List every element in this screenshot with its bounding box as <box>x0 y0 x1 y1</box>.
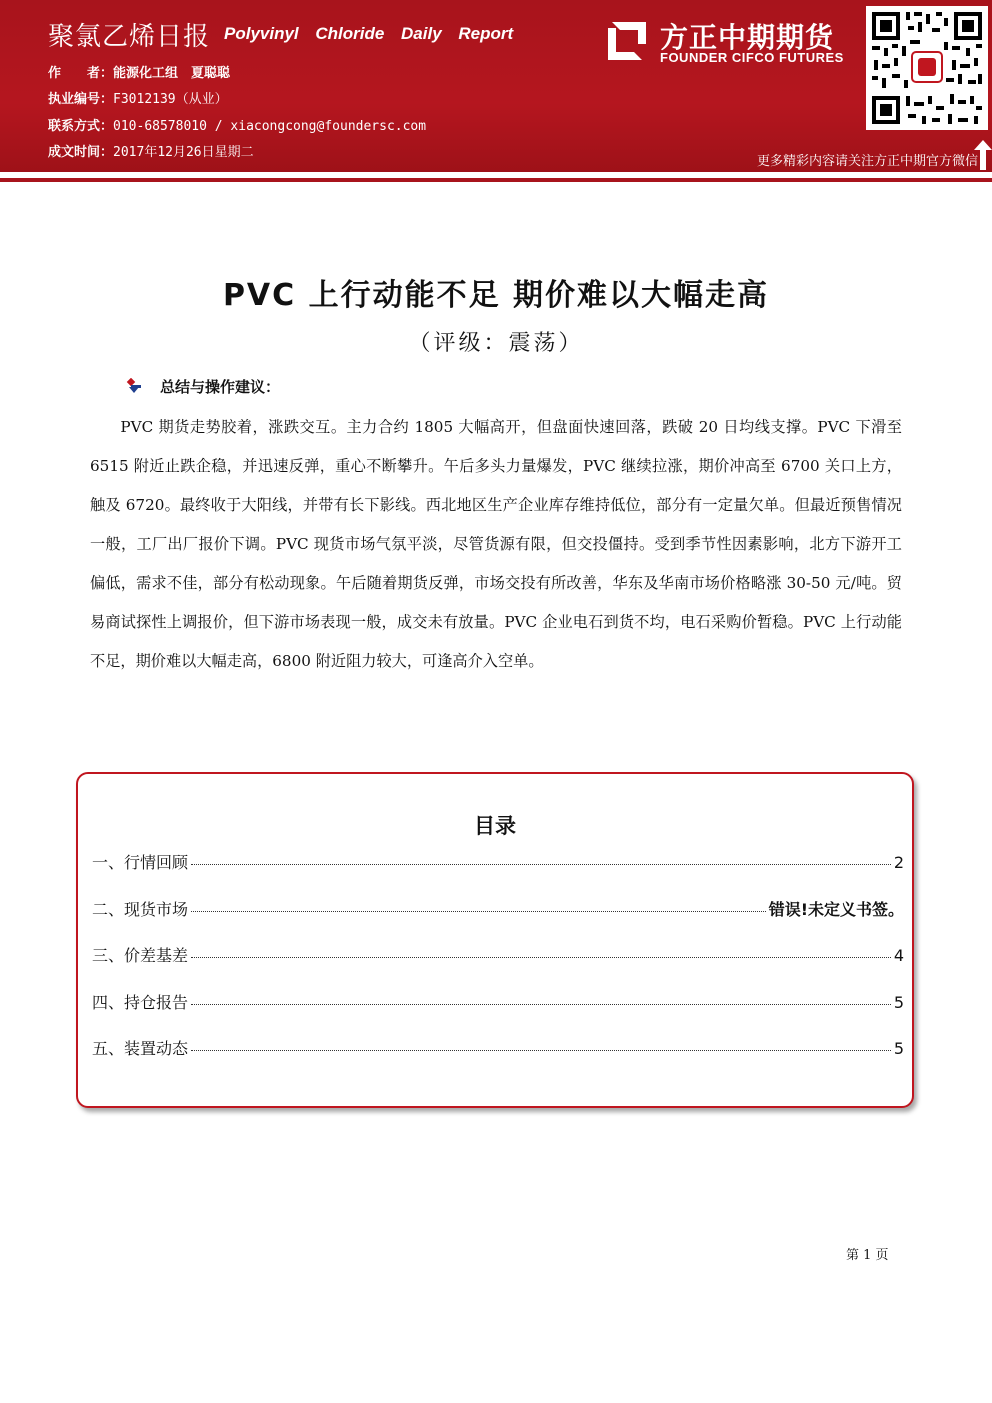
follow-wechat-text: 更多精彩内容请关注方正中期官方微信 <box>756 154 978 169</box>
toc-item[interactable] <box>92 990 904 1037</box>
toc-item-label: 三、价差基差 <box>92 946 189 965</box>
toc-item-label: 一、行情回顾 <box>92 853 189 872</box>
document-title: PVC 上行动能不足 期价难以大幅走高 <box>222 278 770 313</box>
toc-item-page: 错误!未定义书签。 <box>768 899 904 919</box>
qr-code-icon[interactable] <box>866 6 988 130</box>
license-line <box>48 88 228 107</box>
toc-item-page: 5 <box>893 1039 904 1058</box>
toc-item-page: 2 <box>893 853 904 872</box>
toc-item-label: 四、持仓报告 <box>92 992 189 1012</box>
toc-leader-dots <box>191 864 891 865</box>
toc-item[interactable] <box>92 1036 904 1083</box>
contact-label: 联系方式： <box>48 119 114 134</box>
license-label: 执业编号： <box>48 92 114 107</box>
report-title-cn: 聚氯乙烯日报 <box>48 22 211 52</box>
table-of-contents <box>76 772 914 1108</box>
contact-value: 010-68578010 / xiacongcong@foundersc.com <box>113 119 427 134</box>
license-value: F3012139（从业） <box>113 92 228 107</box>
founder-logo-icon <box>604 18 650 64</box>
summary-body: PVC 期货走势胶着，涨跌交互。主力合约 1805 大幅高开，但盘面快速回落，跌破 20 日均线支撑。PVC 下滑至 6515 附近止跌企稳，并迅速反弹，重心不断攀升。午后多头力量爆发，PVC 继续拉涨，期价冲高至 6700 关口上方，触及 6720。最终收于大阳线，并带有长下影线。西北地区生产企业库存维持低位，部分有一定量欠单。但最近预售情况一般，工厂出厂报价下调。PVC 现货市场气氛平淡，尽管货源有限，但交投僵持。受到季节性因素影响，北方下游开工偏低，需求不佳，部分有松动现象。午后随着期货反弹，市场交投有所改善，华东及华南市场价格略涨 30-50 元/吨。贸易商试探性上调报价，但下游市场表现一般，成交未有放量。PVC 企业电石到货不均，电石采购价暂稳。PVC 上行动能不足，期价难以大幅走高，6800 附近阻力较大，可逢高介入空单。 <box>90 418 902 670</box>
date-value: 2017年12月26日星期二 <box>113 145 254 160</box>
toc-list <box>92 850 904 1083</box>
date-label: 成文时间： <box>48 145 114 160</box>
brand-name-cn: 方正中期期货 <box>660 21 835 54</box>
contact-line <box>48 115 426 134</box>
report-title-en: Polyvinyl Chloride Daily Report <box>224 24 514 43</box>
toc-item-label: 五、装置动态 <box>92 1039 189 1058</box>
toc-title: 目录 <box>474 814 516 838</box>
toc-item-page: 4 <box>893 946 904 965</box>
toc-item[interactable] <box>92 897 904 944</box>
date-line <box>48 141 254 160</box>
header-banner <box>0 0 992 172</box>
toc-leader-dots <box>191 911 766 912</box>
brand-logo <box>600 14 860 74</box>
toc-leader-dots <box>191 957 891 958</box>
toc-item[interactable] <box>92 850 904 897</box>
author-label: 作 者： <box>48 66 114 81</box>
header-divider <box>0 178 992 182</box>
summary-heading: 总结与操作建议： <box>160 378 281 396</box>
bullet-arrow-icon <box>126 378 142 394</box>
toc-item-label: 二、现货市场 <box>92 899 189 919</box>
brand-name-en: FOUNDER CIFCO FUTURES <box>660 50 844 65</box>
author-line <box>48 62 230 81</box>
toc-leader-dots <box>191 1050 891 1051</box>
author-value: 能源化工组 夏聪聪 <box>113 66 231 81</box>
toc-item[interactable] <box>92 943 904 990</box>
toc-item-page: 5 <box>893 992 904 1012</box>
toc-leader-dots <box>191 1004 891 1005</box>
page-number: 第 1 页 <box>846 1248 889 1263</box>
rating-label: （评级：震荡） <box>408 331 584 356</box>
